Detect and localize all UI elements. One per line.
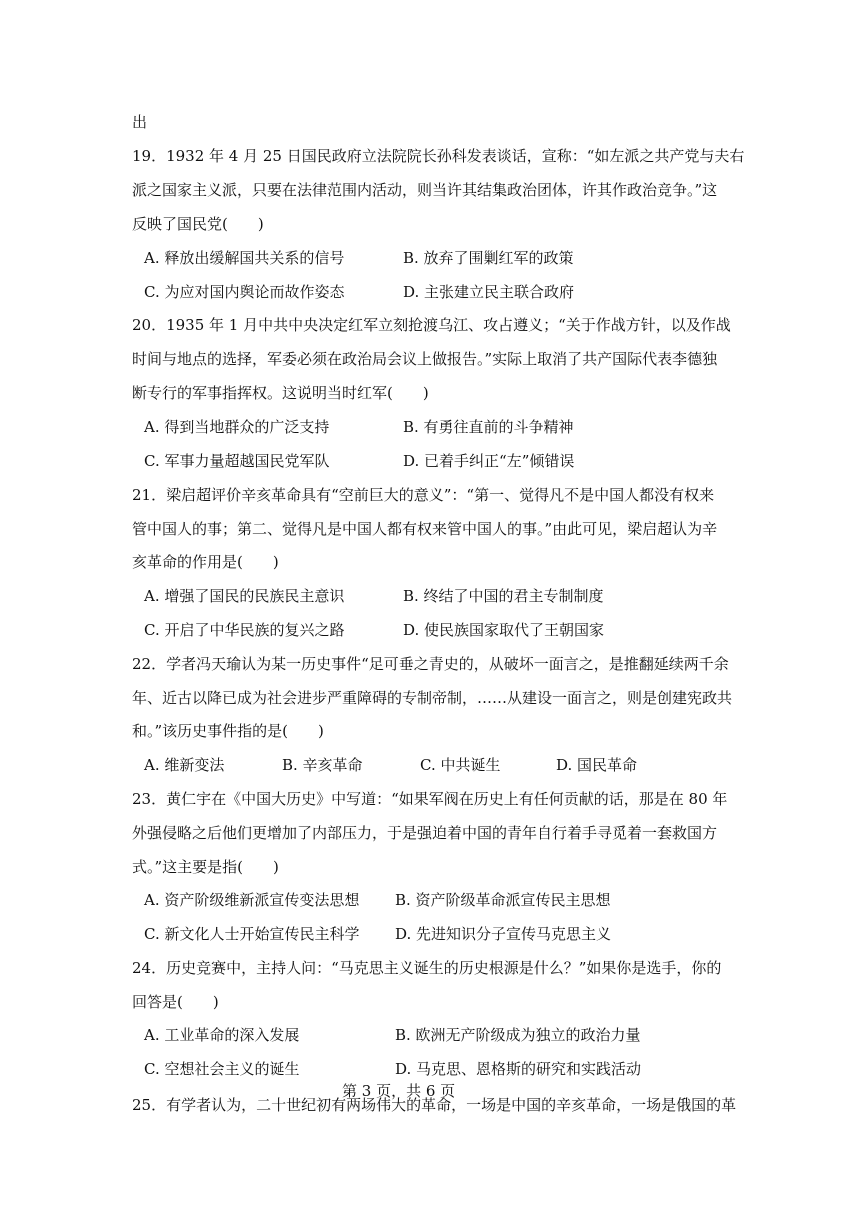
option-d[interactable]: D. 已着手纠正“左”倾错误 bbox=[403, 452, 575, 470]
option-a[interactable]: A. 得到当地群众的广泛支持 bbox=[144, 418, 330, 436]
question-text-line: 19．1932 年 4 月 25 日国民政府立法院院长孙科发表谈话，宣称：“如左派之共产党与夫右 bbox=[132, 147, 745, 165]
option-a[interactable]: A. 资产阶级维新派宣传变法思想 bbox=[144, 891, 360, 909]
question-text-line: 22．学者冯天瑜认为某一历史事件“足可垂之青史的，从破坏一面言之，是推翻延续两千余 bbox=[132, 655, 729, 673]
question-text-line: 和。”该历史事件指的是( ) bbox=[132, 722, 324, 740]
option-c[interactable]: C. 开启了中华民族的复兴之路 bbox=[144, 621, 345, 639]
question-text-line: 式。”这主要是指( ) bbox=[132, 858, 279, 876]
option-a[interactable]: A. 工业革命的深入发展 bbox=[144, 1026, 300, 1044]
question-text-line: 回答是( ) bbox=[132, 993, 219, 1011]
option-d[interactable]: D. 使民族国家取代了王朝国家 bbox=[403, 621, 605, 639]
question-text-line: 20．1935 年 1 月中共中央决定红军立刻抢渡乌江、攻占遵义；“关于作战方针，以及作战 bbox=[132, 316, 731, 334]
page-footer: 第 3 页，共 6 页 bbox=[342, 1082, 456, 1100]
option-d[interactable]: D. 主张建立民主联合政府 bbox=[403, 283, 575, 301]
option-d[interactable]: D. 国民革命 bbox=[556, 756, 638, 774]
question-text-line: 年、近古以降已成为社会进步严重障碍的专制帝制，……从建设一面言之，则是创建宪政共 bbox=[132, 689, 733, 707]
question-text-line: 派之国家主义派，只要在法律范围内活动，则当许其结集政治团体，许其作政治竞争。”这 bbox=[132, 181, 718, 199]
option-a[interactable]: A. 维新变法 bbox=[144, 756, 225, 774]
question-text-line: 反映了国民党( ) bbox=[132, 215, 264, 233]
question-text-line: 23．黄仁宇在《中国大历史》中写道：“如果军阀在历史上有任何贡献的话，那是在 80 年 bbox=[132, 790, 728, 808]
option-d[interactable]: D. 马克思、恩格斯的研究和实践活动 bbox=[395, 1060, 642, 1078]
option-b[interactable]: B. 欧洲无产阶级成为独立的政治力量 bbox=[395, 1026, 641, 1044]
question-text-line: 断专行的军事指挥权。这说明当时红军( ) bbox=[132, 384, 429, 402]
option-b[interactable]: B. 资产阶级革命派宣传民主思想 bbox=[395, 891, 611, 909]
option-c[interactable]: C. 空想社会主义的诞生 bbox=[144, 1060, 300, 1078]
option-b[interactable]: B. 终结了中国的君主专制制度 bbox=[403, 587, 604, 605]
question-text-line: 21．梁启超评价辛亥革命具有“空前巨大的意义”：“第一、觉得凡不是中国人都没有权来 bbox=[132, 486, 715, 504]
option-c[interactable]: C. 中共诞生 bbox=[420, 756, 501, 774]
option-c[interactable]: C. 新文化人士开始宣传民主科学 bbox=[144, 925, 360, 943]
question-text-line: 外强侵略之后他们更增加了内部压力，于是强迫着中国的青年自行着手寻觅着一套救国方 bbox=[132, 824, 718, 842]
option-a[interactable]: A. 增强了国民的民族民主意识 bbox=[144, 587, 345, 605]
question-text-line: 管中国人的事；第二、觉得凡是中国人都有权来管中国人的事。”由此可见，梁启超认为辛 bbox=[132, 520, 718, 538]
option-a[interactable]: A. 释放出缓解国共关系的信号 bbox=[144, 249, 345, 267]
option-b[interactable]: B. 放弃了围剿红军的政策 bbox=[403, 249, 574, 267]
option-c[interactable]: C. 为应对国内舆论而故作姿态 bbox=[144, 283, 345, 301]
question-text-line: 25．有学者认为，二十世纪初有两场伟大的革命，一场是中国的辛亥革命，一场是俄国的革 bbox=[132, 1096, 737, 1114]
question-text-line: 24．历史竞赛中，主持人问：“马克思主义诞生的历史根源是什么？”如果你是选手，你的 bbox=[132, 959, 722, 977]
option-d[interactable]: D. 先进知识分子宣传马克思主义 bbox=[395, 925, 612, 943]
continued-text: 出 bbox=[132, 113, 148, 131]
option-c[interactable]: C. 军事力量超越国民党军队 bbox=[144, 452, 330, 470]
question-text-line: 时间与地点的选择，军委必须在政治局会议上做报告。”实际上取消了共产国际代表李德独 bbox=[132, 350, 718, 368]
option-b[interactable]: B. 辛亥革命 bbox=[282, 756, 363, 774]
option-b[interactable]: B. 有勇往直前的斗争精神 bbox=[403, 418, 574, 436]
question-text-line: 亥革命的作用是( ) bbox=[132, 553, 279, 571]
